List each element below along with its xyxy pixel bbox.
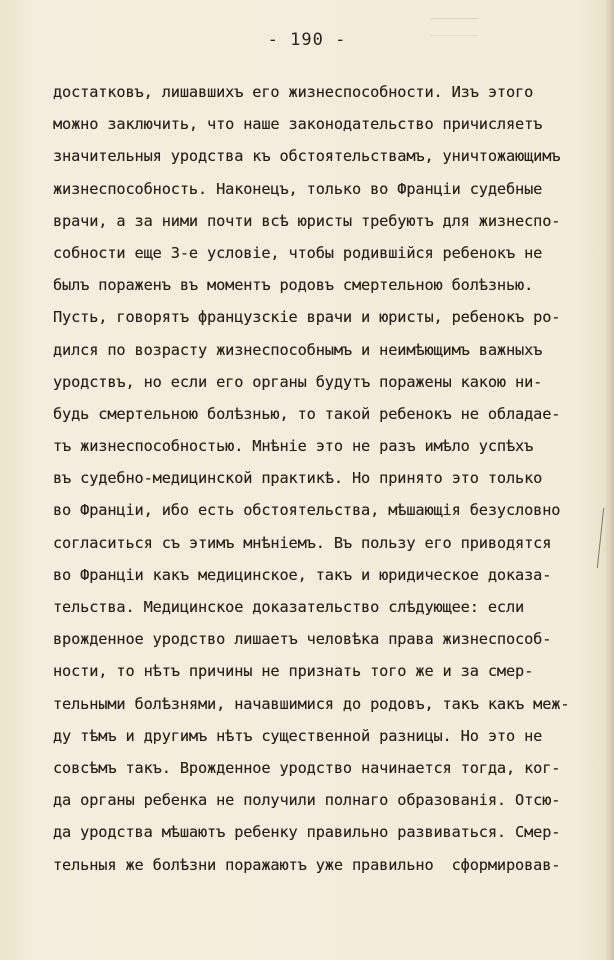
text-line: собности еще 3-е условіе, чтобы родившійся ребенокъ не (53, 243, 543, 262)
text-line: врожденное уродство лишаетъ человѣка права жизнеспособ- (53, 630, 552, 649)
text-line: во Франціи, ибо есть обстоятельства, мѣшающія безусловно (53, 501, 561, 520)
text-line: Пусть, говорятъ французскіе врачи и юристы, ребенокъ ро- (53, 308, 561, 327)
page-edge-shadow (604, 0, 614, 960)
text-line: тельными болѣзнями, начавшимися до родовъ, такъ какъ меж- (53, 694, 570, 713)
text-line: тельства. Медицинское доказательство слѣдующее: если (53, 598, 525, 616)
text-line: уродствъ, но если его органы будутъ поражены какою ни- (53, 372, 543, 391)
text-line: согласиться съ этимъ мнѣніемъ. Въ пользу его приводятся (53, 533, 552, 552)
text-line: ду тѣмъ и другимъ нѣтъ существенной разницы. Но это не (53, 726, 543, 745)
text-line: тельныя же болѣзни поражаютъ уже правильно сформировав- (53, 855, 561, 874)
text-line: тъ жизнеспособностью. Мнѣніе это не разъ имѣло успѣхъ (53, 437, 534, 456)
text-line: дился по возрасту жизнеспособнымъ и неимѣющимъ важныхъ (53, 340, 543, 359)
body-text (53, 76, 601, 881)
text-line: жизнеспособность. Наконецъ, только во Франціи судебные (53, 179, 543, 198)
text-line: совсѣмъ такъ. Врожденное уродство начинается тогда, ког- (53, 758, 561, 777)
text-line: достатковъ, лишавшихъ его жизнеспособности. Изъ этого (53, 83, 534, 101)
text-line: да уродства мѣшаютъ ребенку правильно развиваться. Смер- (53, 823, 561, 842)
text-line: въ судебно-медицинской практикѣ. Но принято это только (53, 469, 543, 488)
page-number: - 190 - (267, 30, 347, 50)
text-line: будь смертельною болѣзнью, то такой ребенокъ не обладае- (53, 404, 561, 423)
text-line: значительныя уродства къ обстоятельствамъ, уничтожающимъ (53, 147, 561, 166)
text-line: ности, то нѣтъ причины не признать того же и за смер- (53, 662, 534, 681)
text-line: во Франціи какъ медицинское, такъ и юридическое доказа- (53, 565, 552, 584)
text-line: да органы ребенка не получили полнаго образованія. Отсю- (53, 791, 561, 810)
text-line: былъ пораженъ въ моментъ родовъ смертельною болѣзнью. (53, 276, 534, 295)
text-line: врачи, а за ними почти всѣ юристы требуютъ для жизнеспо- (53, 211, 561, 230)
text-line: можно заключить, что наше законодательство причисляетъ (53, 115, 543, 134)
